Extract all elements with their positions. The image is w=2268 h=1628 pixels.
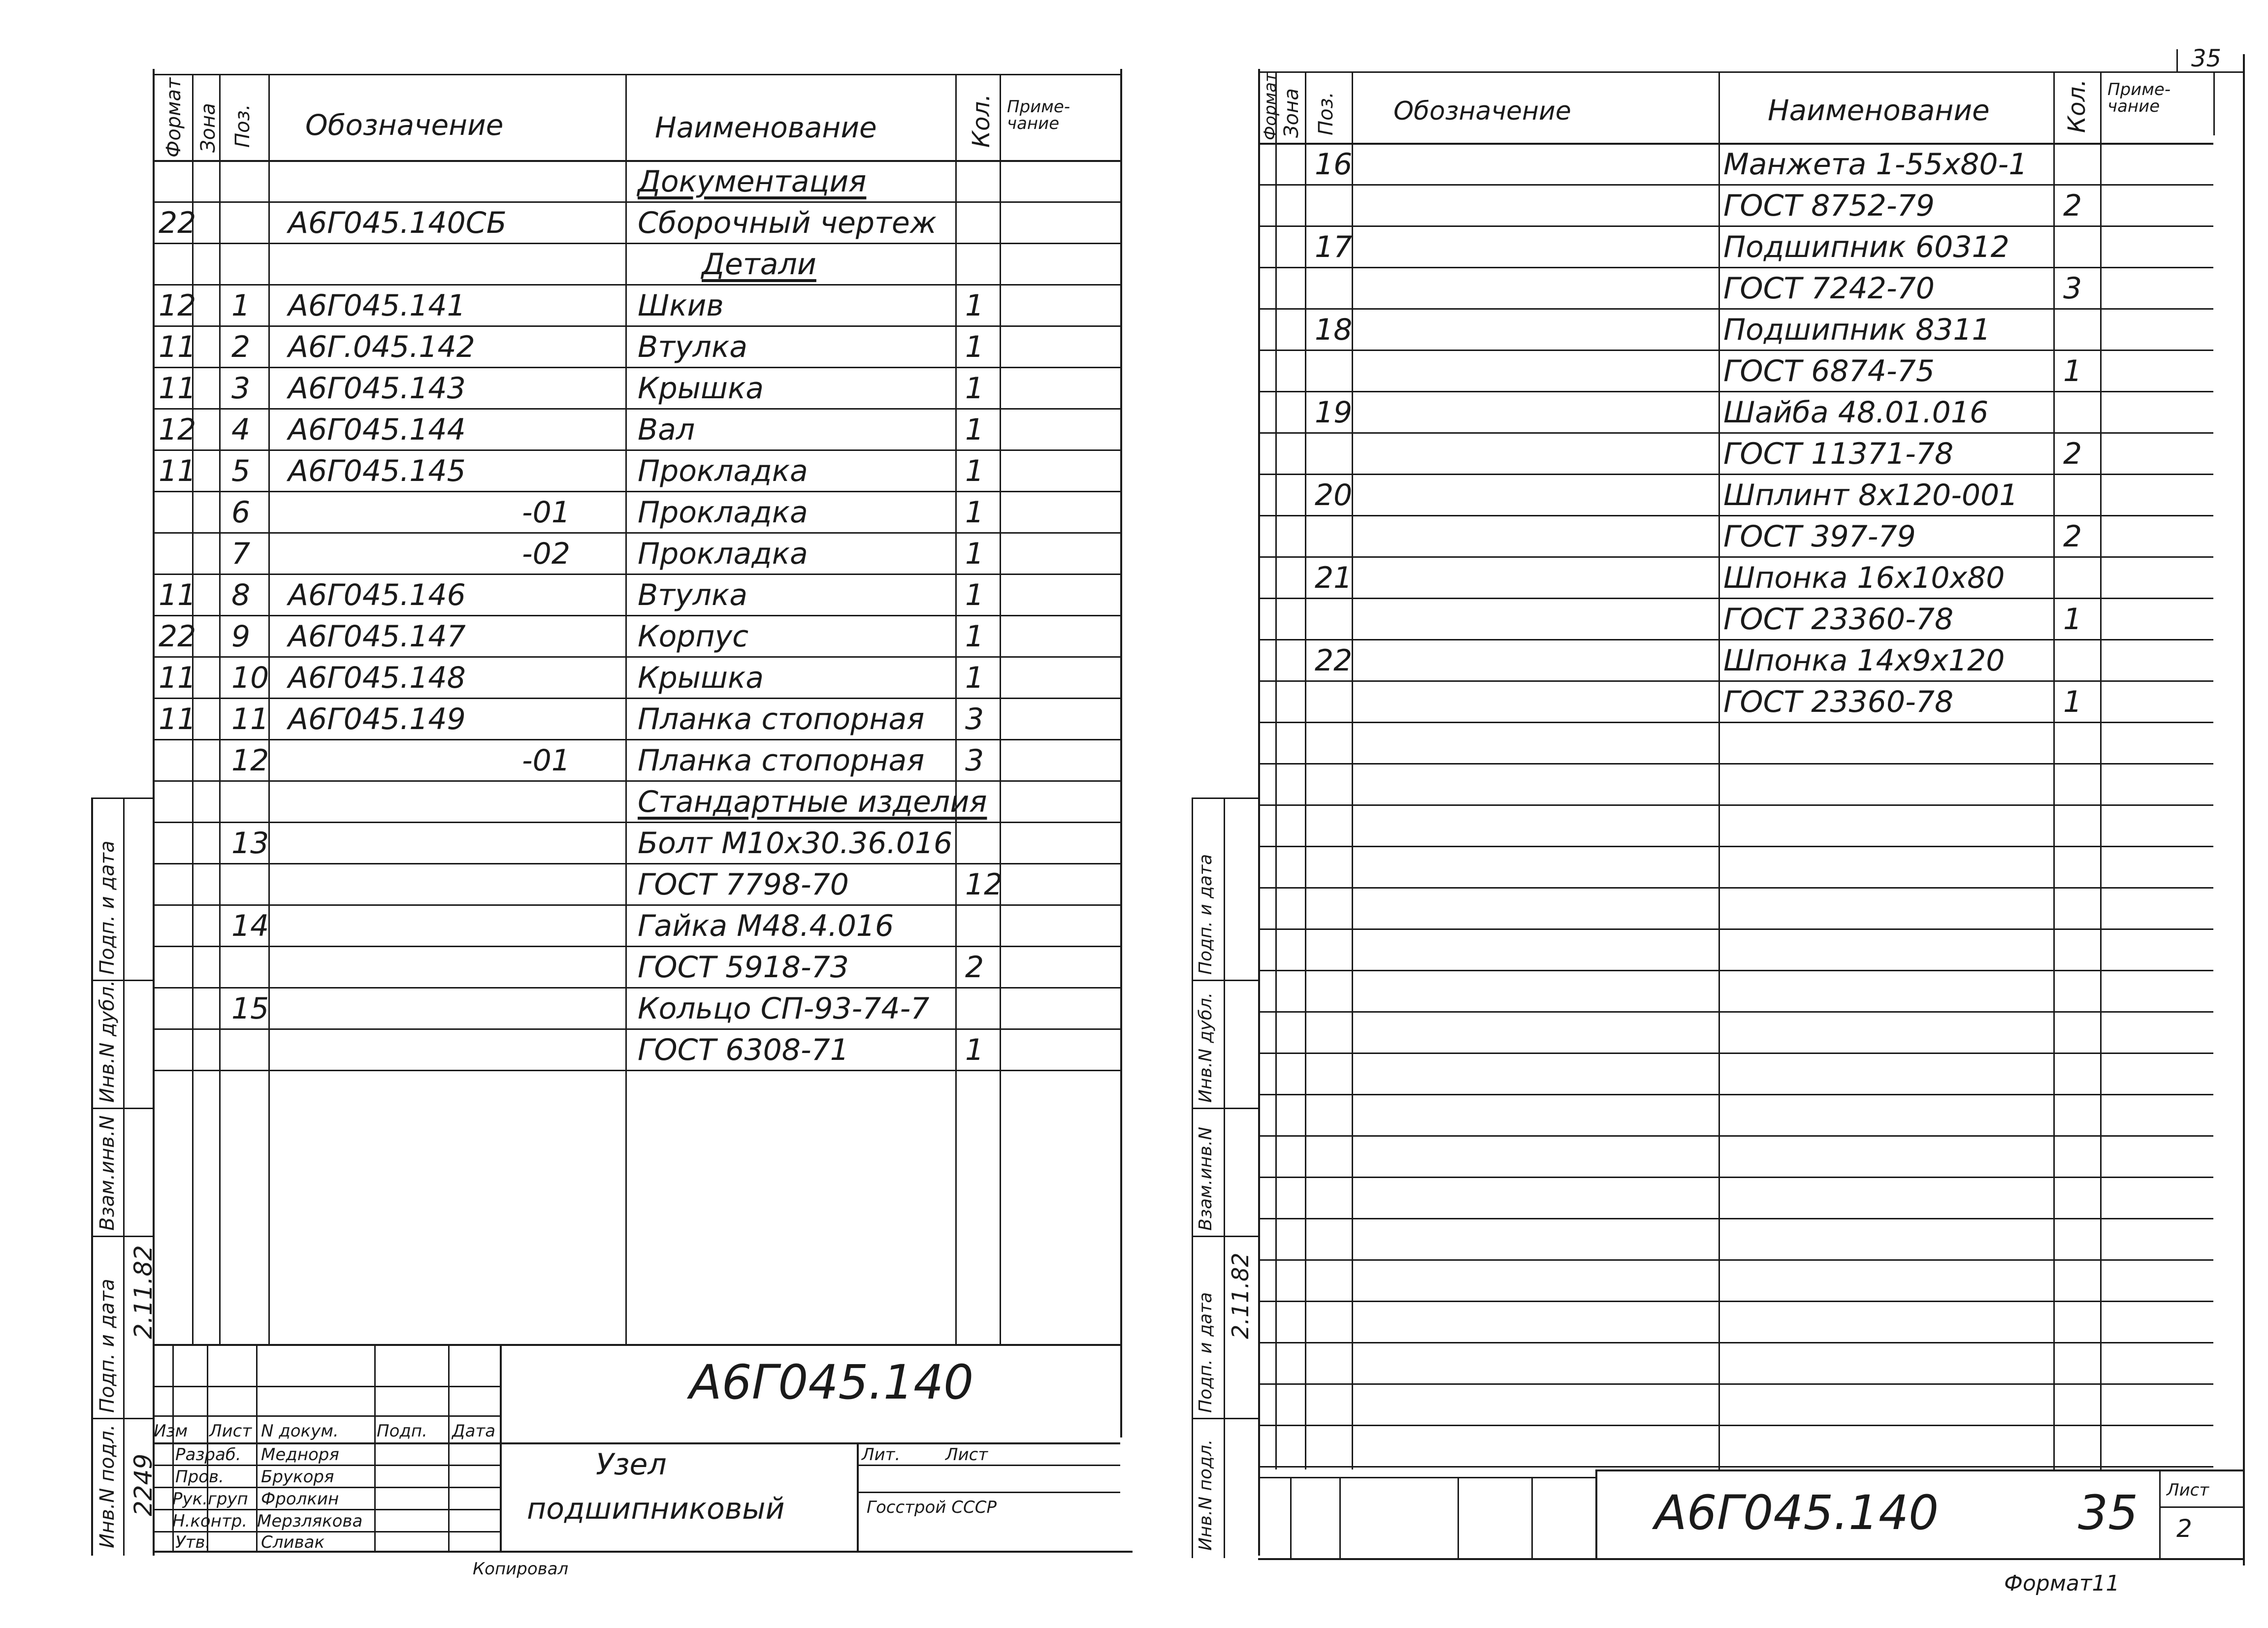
rtb-left-top [1258,1477,1595,1478]
tb-hdr-doc: N докум. [261,1421,339,1441]
signature-note: Копировал [473,1559,569,1579]
right-row-divider [1258,1053,2213,1054]
left-strip-sep-3 [91,1236,153,1237]
left-row-name: Прокладка [638,454,808,488]
left-row-divider [153,243,1120,244]
format-label: Формат11 [2004,1571,2120,1596]
right-row-divider [1258,1011,2213,1013]
left-row-qty: 3 [965,743,984,778]
left-strip-sep-2 [91,1108,153,1109]
left-row-pos: 9 [231,619,251,654]
right-sheet-number-top: 35 [2191,45,2222,72]
left-row-pos: 14 [231,909,269,943]
left-row-qty: 1 [965,661,984,695]
left-hdr-name: Наименование [655,111,877,144]
left-row-divider [153,325,1120,327]
side-label-inv: Инв.N подл. [96,1424,119,1548]
right-row-divider [1258,639,2213,640]
left-row-qty: 1 [965,454,984,488]
right-sheetnum-box-left [2176,49,2178,71]
right-row-name: Шплинт 8х120-001 [1723,478,2018,512]
tb-row-3 [153,1442,1120,1444]
right-row-name: ГОСТ 11371-78 [1723,437,1954,471]
left-row-divider [153,698,1120,699]
left-row-name: Гайка М48.4.016 [638,909,894,943]
left-row-name: Втулка [638,330,747,364]
left-row-designation: А6Г045.145 [288,454,466,488]
left-row-qty: 1 [965,537,984,571]
left-row-designation: -01 [522,743,570,778]
tb-role-2: Пров. [175,1467,224,1487]
left-row-qty: 1 [965,495,984,530]
tb-row-2 [153,1415,500,1417]
tb-name-2: Брукоря [261,1467,334,1487]
right-hdr-name: Наименование [1768,94,1990,127]
left-row-divider [153,201,1120,203]
left-row-designation: А6Г045.141 [288,288,466,323]
left-header-top [153,74,1120,75]
right-row-pos: 19 [1315,395,1353,430]
tb-row-1 [153,1386,500,1387]
left-row-format: 12 [159,288,196,323]
left-hdr-designation: Обозначение [305,108,504,142]
right-header-bottom [1258,143,2213,145]
left-hdr-qty: Кол. [968,94,995,148]
rtb-sheet-col [2159,1469,2161,1558]
tb-name-4: Мерзлякова [257,1511,363,1531]
right-row-qty: 3 [2063,271,2082,306]
right-row-divider [1258,1425,2213,1426]
rtb-left [1595,1469,1597,1558]
right-row-name: Подшипник 60312 [1723,230,2009,264]
left-col-note [1000,74,1001,1344]
left-row-divider [153,822,1120,823]
right-row-divider [1258,225,2213,227]
left-row-format: 11 [159,661,196,695]
left-row-qty: 1 [965,578,984,612]
left-row-designation: -02 [522,537,570,571]
rtb-small-1 [1290,1477,1292,1558]
right-row-name: ГОСТ 23360-78 [1723,602,1954,637]
rtb-sheet-sep [2159,1506,2243,1508]
side-value-date: 2.11.82 [129,1245,158,1339]
right-row-pos: 16 [1315,147,1353,182]
left-row-name: Крышка [638,661,764,695]
left-row-divider [153,408,1120,410]
tb-hdr-sign: Подп. [377,1421,427,1441]
right-row-name: Шпонка 14х9х120 [1723,643,2005,678]
right-row-divider [1258,1135,2213,1137]
right-row-name: ГОСТ 8752-79 [1723,189,1935,223]
left-hdr-note: Приме-чание [1007,97,1070,133]
left-row-designation: А6Г045.147 [288,619,466,654]
right-row-divider [1258,1218,2213,1219]
left-col-name [625,74,627,1344]
right-hdr-zone: Зона [1280,88,1303,138]
left-row-format: 11 [159,371,196,406]
left-row-divider [153,904,1120,906]
left-row-name: Втулка [638,578,747,612]
left-row-designation: А6Г.045.142 [288,330,475,364]
left-row-format: 22 [159,206,196,240]
left-row-name: Кольцо СП-93-74-7 [638,991,930,1026]
left-row-qty: 12 [965,867,1003,902]
left-row-designation: -01 [522,495,570,530]
right-header-top [1258,71,2243,73]
tb-role-4: Н.контр. [172,1511,248,1531]
left-row-designation: А6Г045.143 [288,371,466,406]
left-row-name: Шкив [638,288,724,323]
right-frame-bottom [1258,1558,2243,1560]
left-row-qty: 1 [965,371,984,406]
right-row-divider [1258,1177,2213,1178]
rtb-sheet: 35 [2078,1485,2138,1540]
tb-lit-row [857,1465,1120,1466]
left-row-name: Планка стопорная [638,743,925,778]
left-row-divider [153,739,1120,740]
right-side-value-date: 2.11.82 [1227,1252,1254,1339]
right-row-name: ГОСТ 23360-78 [1723,685,1954,719]
left-frame-right [1120,69,1122,1437]
left-row-pos: 15 [231,991,269,1026]
right-hdr-format: Формат [1261,72,1280,140]
left-row-name: Вал [638,413,695,447]
right-hdr-note: Приме-чание [2107,80,2171,116]
left-row-pos: 2 [231,330,251,364]
tb-name-3: Фролкин [261,1489,339,1509]
right-side-label-inv: Инв.N подл. [1196,1439,1216,1551]
left-section-heading: Документация [638,164,867,199]
left-row-name: ГОСТ 7798-70 [638,867,849,902]
tb-col-5 [448,1344,450,1551]
left-strip-mid [123,798,125,1556]
right-strip-sep-1 [1192,980,1258,981]
right-row-divider [1258,556,2213,558]
left-row-pos: 6 [231,495,251,530]
right-strip-sep-4 [1192,1418,1258,1419]
right-frame-left [1258,69,1260,1556]
tb-lit-label: Лит. [862,1445,901,1465]
left-row-divider [153,449,1120,451]
left-row-qty: 1 [965,619,984,654]
tb-hdr-izm: Изм [154,1421,188,1441]
left-row-designation: А6Г045.140СБ [288,206,507,240]
right-row-name: ГОСТ 7242-70 [1723,271,1935,306]
left-col-qty [955,74,957,1344]
side-label-dup: Инв.N дубл. [96,980,119,1103]
tb-row-4 [153,1465,500,1466]
left-row-pos: 12 [231,743,269,778]
left-row-pos: 10 [231,661,269,695]
right-row-divider [1258,474,2213,475]
left-row-format: 11 [159,578,196,612]
right-row-divider [1258,184,2213,186]
tb-row-6 [153,1509,500,1510]
right-row-pos: 17 [1315,230,1353,264]
left-row-name: ГОСТ 6308-71 [638,1033,849,1067]
rtb-sheet-label: Лист [2167,1480,2209,1500]
right-row-divider [1258,970,2213,971]
left-row-name: Сборочный чертеж [638,206,937,240]
left-row-format: 11 [159,702,196,736]
left-hdr-format: Формат [162,77,185,158]
right-row-name: Подшипник 8311 [1723,313,1991,347]
left-row-qty: 1 [965,330,984,364]
tb-designation: А6Г045.140 [689,1355,974,1410]
left-row-divider [153,780,1120,782]
left-row-divider [153,987,1120,989]
right-strip-sep-3 [1192,1236,1258,1237]
left-row-qty: 1 [965,1033,984,1067]
left-row-designation: А6Г045.148 [288,661,466,695]
right-row-divider [1258,267,2213,268]
tb-title-2: подшипниковый [527,1492,785,1526]
right-row-name: Шпонка 16х10х80 [1723,561,2005,595]
left-row-pos: 11 [231,702,269,736]
tb-col-6 [500,1344,502,1551]
left-row-format: 11 [159,330,196,364]
tb-org-row [857,1492,1120,1493]
right-row-name: Шайба 48.01.016 [1723,395,1989,430]
left-strip-sep-4 [91,1418,153,1419]
right-row-divider [1258,1259,2213,1261]
side-label-sign2: Подп. и дата [96,840,119,975]
left-row-designation: А6Г045.146 [288,578,466,612]
right-side-label-dup: Инв.N дубл. [1196,992,1216,1103]
rtb-small-2 [1339,1477,1341,1558]
rtb-small-4 [1531,1477,1533,1558]
right-row-divider [1258,598,2213,599]
right-row-qty: 2 [2063,437,2082,471]
right-row-pos: 20 [1315,478,1353,512]
tb-role-3: Рук.груп [172,1489,248,1509]
left-header-bottom [153,160,1120,162]
left-row-divider [153,1070,1120,1071]
right-hdr-designation: Обозначение [1393,96,1571,126]
tb-name-5: Сливак [261,1532,324,1552]
right-row-divider [1258,391,2213,392]
left-row-qty: 1 [965,288,984,323]
left-row-divider [153,863,1120,864]
side-value-inv: 2249 [129,1453,158,1516]
right-row-divider [1258,350,2213,351]
right-row-name: ГОСТ 397-79 [1723,519,1916,554]
right-row-divider [1258,515,2213,516]
right-side-label-replace: Взам.инв.N [1196,1126,1216,1231]
right-row-qty: 1 [2063,602,2082,637]
right-row-divider [1258,804,2213,806]
left-row-name: Болт М10х30.36.016 [638,826,953,861]
left-row-pos: 13 [231,826,269,861]
left-row-divider [153,491,1120,492]
left-row-divider [153,574,1120,575]
left-row-name: Планка стопорная [638,702,925,736]
right-hdr-qty: Кол. [2063,79,2091,133]
left-section-heading: Стандартные изделия [638,785,987,819]
tb-col-4 [374,1344,376,1551]
rtb-small-3 [1458,1477,1459,1558]
left-row-pos: 3 [231,371,251,406]
right-row-pos: 21 [1315,561,1353,595]
right-row-divider [1258,1094,2213,1095]
left-row-pos: 5 [231,454,251,488]
right-row-divider [1258,846,2213,847]
right-side-label-sign2: Подп. и дата [1196,854,1216,975]
left-row-pos: 8 [231,578,251,612]
tb-col-7 [857,1442,859,1551]
right-row-divider [1258,1383,2213,1385]
right-row-divider [1258,722,2213,723]
left-row-format: 22 [159,619,196,654]
left-row-divider [153,284,1120,286]
left-row-qty: 1 [965,413,984,447]
left-row-name: Крышка [638,371,764,406]
tb-sheet-label: Лист [945,1445,988,1465]
right-row-pos: 18 [1315,313,1353,347]
right-row-divider [1258,887,2213,889]
right-row-qty: 2 [2063,519,2082,554]
tb-hdr-date: Дата [452,1421,496,1441]
right-frame-right [2243,54,2245,1565]
left-row-divider [153,367,1120,368]
right-row-divider [1258,680,2213,682]
right-strip-top [1192,798,1258,799]
left-row-format: 11 [159,454,196,488]
left-row-pos: 4 [231,413,251,447]
tb-name-1: Медноря [261,1445,339,1465]
right-row-divider [1258,432,2213,434]
left-row-divider [153,656,1120,658]
right-strip-sep-2 [1192,1108,1258,1109]
left-row-divider [153,946,1120,947]
left-section-heading: Детали [702,247,816,282]
left-row-pos: 1 [231,288,251,323]
tb-row-5 [153,1487,500,1488]
left-row-designation: А6Г045.149 [288,702,466,736]
right-row-divider [1258,1466,2213,1468]
tb-org: Госстрой СССР [867,1498,997,1517]
left-col-pos [219,74,221,1344]
side-label-sign: Подп. и дата [96,1278,119,1413]
right-row-qty: 1 [2063,354,2082,388]
right-row-divider [1258,1342,2213,1343]
right-row-divider [1258,308,2213,310]
left-hdr-zone: Зона [197,103,220,153]
tb-title-1: Узел [596,1447,667,1482]
right-row-name: Манжета 1-55х80-1 [1723,147,2028,182]
left-row-qty: 2 [965,950,984,985]
left-row-qty: 3 [965,702,984,736]
tb-hdr-list: Лист [209,1421,252,1441]
rtb-designation: А6Г045.140 [1654,1485,1939,1540]
rtb-top [1595,1469,2243,1471]
tb-role-1: Разраб. [175,1445,241,1465]
left-row-designation: А6Г045.144 [288,413,466,447]
side-label-replace: Взам.инв.N [96,1115,119,1231]
right-row-divider [1258,763,2213,765]
right-row-qty: 2 [2063,189,2082,223]
tb-role-5: Утв. [175,1532,211,1552]
left-row-name: Прокладка [638,495,808,530]
left-row-divider [153,615,1120,616]
right-side-label-sign: Подп. и дата [1196,1292,1216,1413]
right-col-note-end [2213,71,2215,135]
right-row-pos: 22 [1315,643,1353,678]
right-row-divider [1258,928,2213,930]
left-row-name: ГОСТ 5918-73 [638,950,849,985]
tb-top [153,1344,1120,1346]
right-strip-edge [1192,798,1193,1558]
left-row-pos: 7 [231,537,251,571]
right-hdr-pos: Поз. [1315,92,1337,135]
right-row-name: ГОСТ 6874-75 [1723,354,1935,388]
left-row-name: Корпус [638,619,749,654]
left-strip-edge [91,798,93,1556]
right-row-qty: 1 [2063,685,2082,719]
left-strip-top [91,798,153,799]
left-row-divider [153,532,1120,534]
left-row-format: 12 [159,413,196,447]
left-row-divider [153,1028,1120,1030]
left-row-name: Прокладка [638,537,808,571]
left-hdr-pos: Поз. [231,104,254,148]
right-strip-mid [1224,798,1225,1558]
rtb-sheet-count: 2 [2176,1514,2192,1543]
right-row-divider [1258,1301,2213,1302]
